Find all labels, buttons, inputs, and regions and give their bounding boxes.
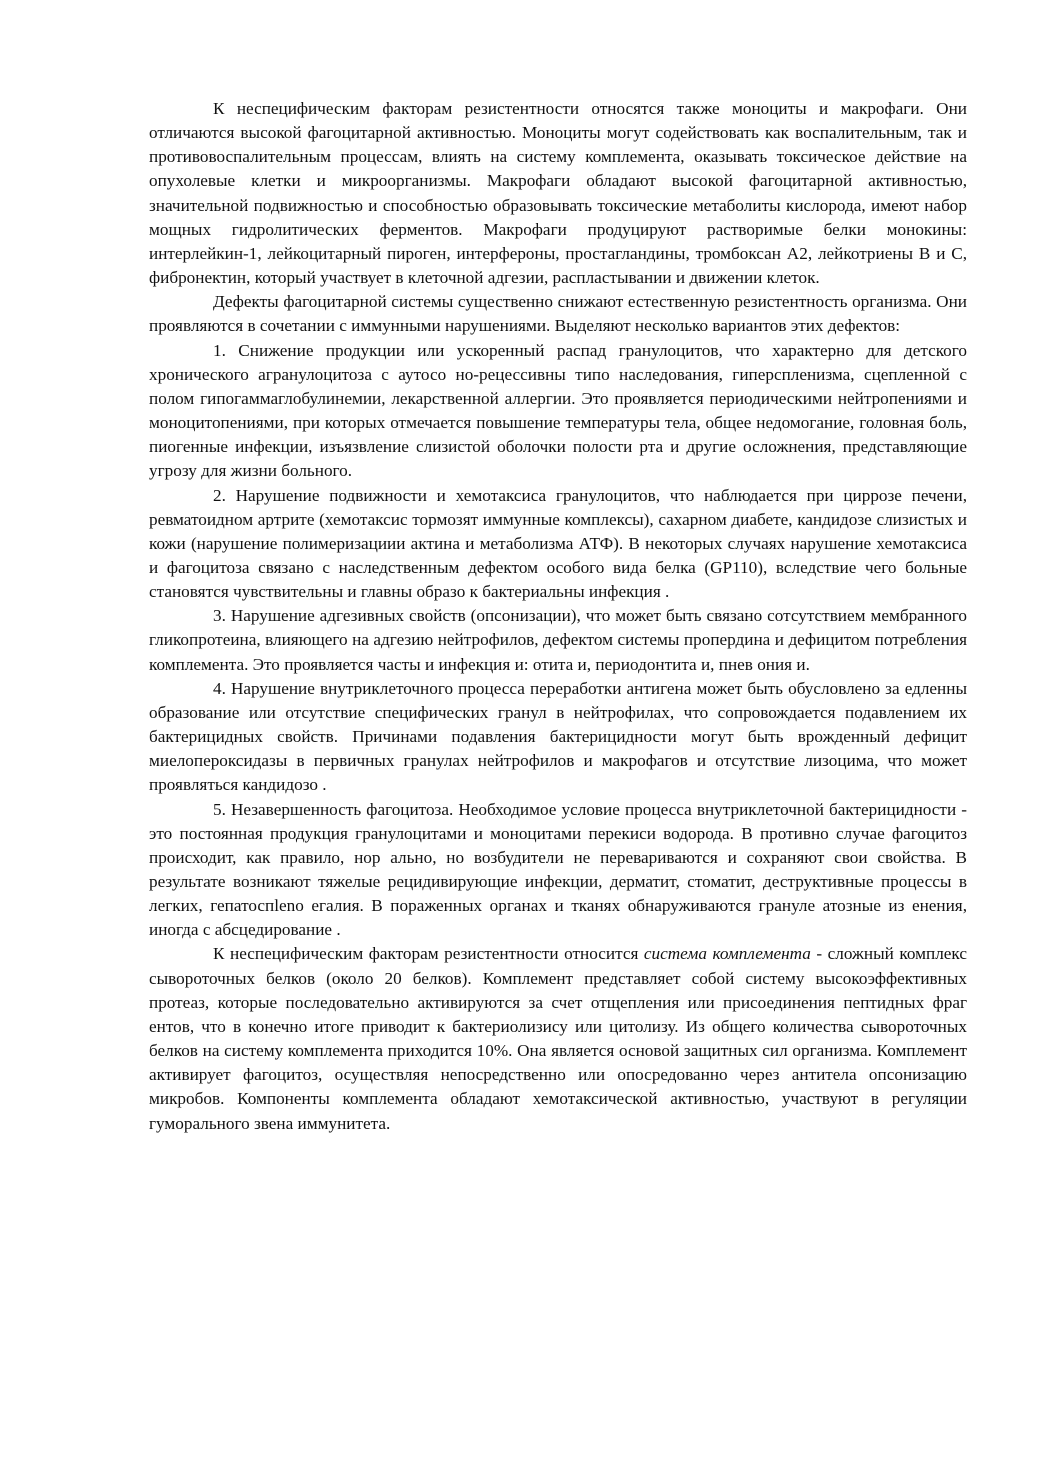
paragraph-phagocyte-defects-intro: Дефекты фагоцитарной системы существенно снижают естественную резистентность организма. Они проявляются в сочетании с иммунными нарушениями. Выделяют несколько вариантов этих дефектов: <box>149 292 967 336</box>
paragraph-defect-4: 4. Нарушение внутриклеточного процесса переработки антигена может быть обусловлено за едленны образование или отсутствие специфических гранул в нейтрофилах, что сопровождается подавлением их бактерицидных свойств. Причинами подавления бактерицидности могут быть врожденный дефицит миелопероксидазы в первичных гранулах нейтрофилов и макрофагов и отсутствие лизоцима, что может проявляться кандидозо . <box>149 678 967 795</box>
paragraph-defect-5: 5. Незавершенность фагоцитоза. Необходимое условие процесса внутриклеточной бактерицидности - это постоянная продукция гранулоцитами и моноцитами перекиси водорода. В противно случае фагоцитоз происходит, как правило, нор ально, но возбудители не перевариваются и сохраняют свои свойства. В результате возникают тяжелые рецидивирующие инфекции, дерматит, стоматит, деструктивные процессы в легких, гепатоспleno егалия. В пораженных органах и тканях обнаруживаются грануле атозные из енения, иногда с абсцедирование . <box>149 799 967 940</box>
document-page <box>149 97 967 1136</box>
paragraph-defect-3: 3. Нарушение адгезивных свойств (опсонизации), что может быть связано сотсутствием мембранного гликопротеина, влияющего на адгезию нейтрофилов, дефектом системы пропердина и дефицитом потребления комплемента. Это проявляется часты и инфекция и: отита и, периодонтита и, пнев ония и. <box>149 606 967 674</box>
paragraph-defect-1: 1. Снижение продукции или ускоренный распад гранулоцитов, что характерно для детского хронического агранулоцитоза с аутосо но-рецессивны типо наследования, гиперспленизма, сцепленной с полом гипогаммаглобулинемии, лекарственной аллергии. Это проявляется периодическими нейтропениями и моноцитопениями, при которых отмечается повышение температуры тела, общее недомогание, головная боль, пиогенные инфекции, изъязвление слизистой оболочки полости рта и другие осложнения, представляющие угрозу для жизни больного. <box>149 340 967 481</box>
complement-text-after: - сложный комплекс сывороточных белков (около 20 белков). Комплемент представляет собой систему высокоэффективных протеаз, которые последовательно активируются за счет отщепления или присоединения пептидных фраг ентов, что в конечно итоге приводит к бактериолизису или цитолизу. Из общего количества сывороточных белков на систему комплемента приходится 10%. Она является основой защитных сил организма. Комплемент активирует фагоцитоз, осуществляя непосредственно или опосредованно через антитела опсонизацию микробов. Компоненты комплемента обладают хемотаксической активностью, участвуют в регуляции гуморального звена иммунитета. <box>149 944 967 1133</box>
paragraph-defect-2: 2. Нарушение подвижности и хемотаксиса гранулоцитов, что наблюдается при циррозе печени, ревматоидном артрите (хемотаксис тормозят иммунные комплексы), сахарном диабете, кандидозе слизистых и кожи (нарушение полимеризациии актина и метаболизма АТФ). В некоторых случаях нарушение хемотаксиса и фагоцитоза связано с наследственным дефектом особого вида белка (GP110), вследствие чего больные становятся чувствительны и главны образо к бактериальны инфекция . <box>149 485 967 602</box>
complement-text-before: К неспецифическим факторам резистентности относится <box>213 944 644 964</box>
complement-term-italic: система комплемента <box>643 944 811 964</box>
paragraph-monocytes-macrophages: К неспецифическим факторам резистентности относятся также моноциты и макрофаги. Они отличаются высокой фагоцитарной активностью. Моноциты могут содействовать как воспалительным, так и противовоспалительным процессам, влиять на систему комплемента, оказывать токсическое действие на опухолевые клетки и микроорганизмы. Макрофаги обладают высокой фагоцитарной активностью, значительной подвижностью и способностью образовывать токсические метаболиты кислорода, имеют набор мощных гидролитических ферментов. Макрофаги продуцируют растворимые белки монокины: интерлейкин-1, лейкоцитарный пироген, интерфероны, простагландины, тромбоксан А2, лейкотриены В и С, фибронектин, который участвует в клеточной адгезии, распластывании и движении клеток. <box>149 99 967 288</box>
paragraph-complement-system <box>149 942 967 1135</box>
